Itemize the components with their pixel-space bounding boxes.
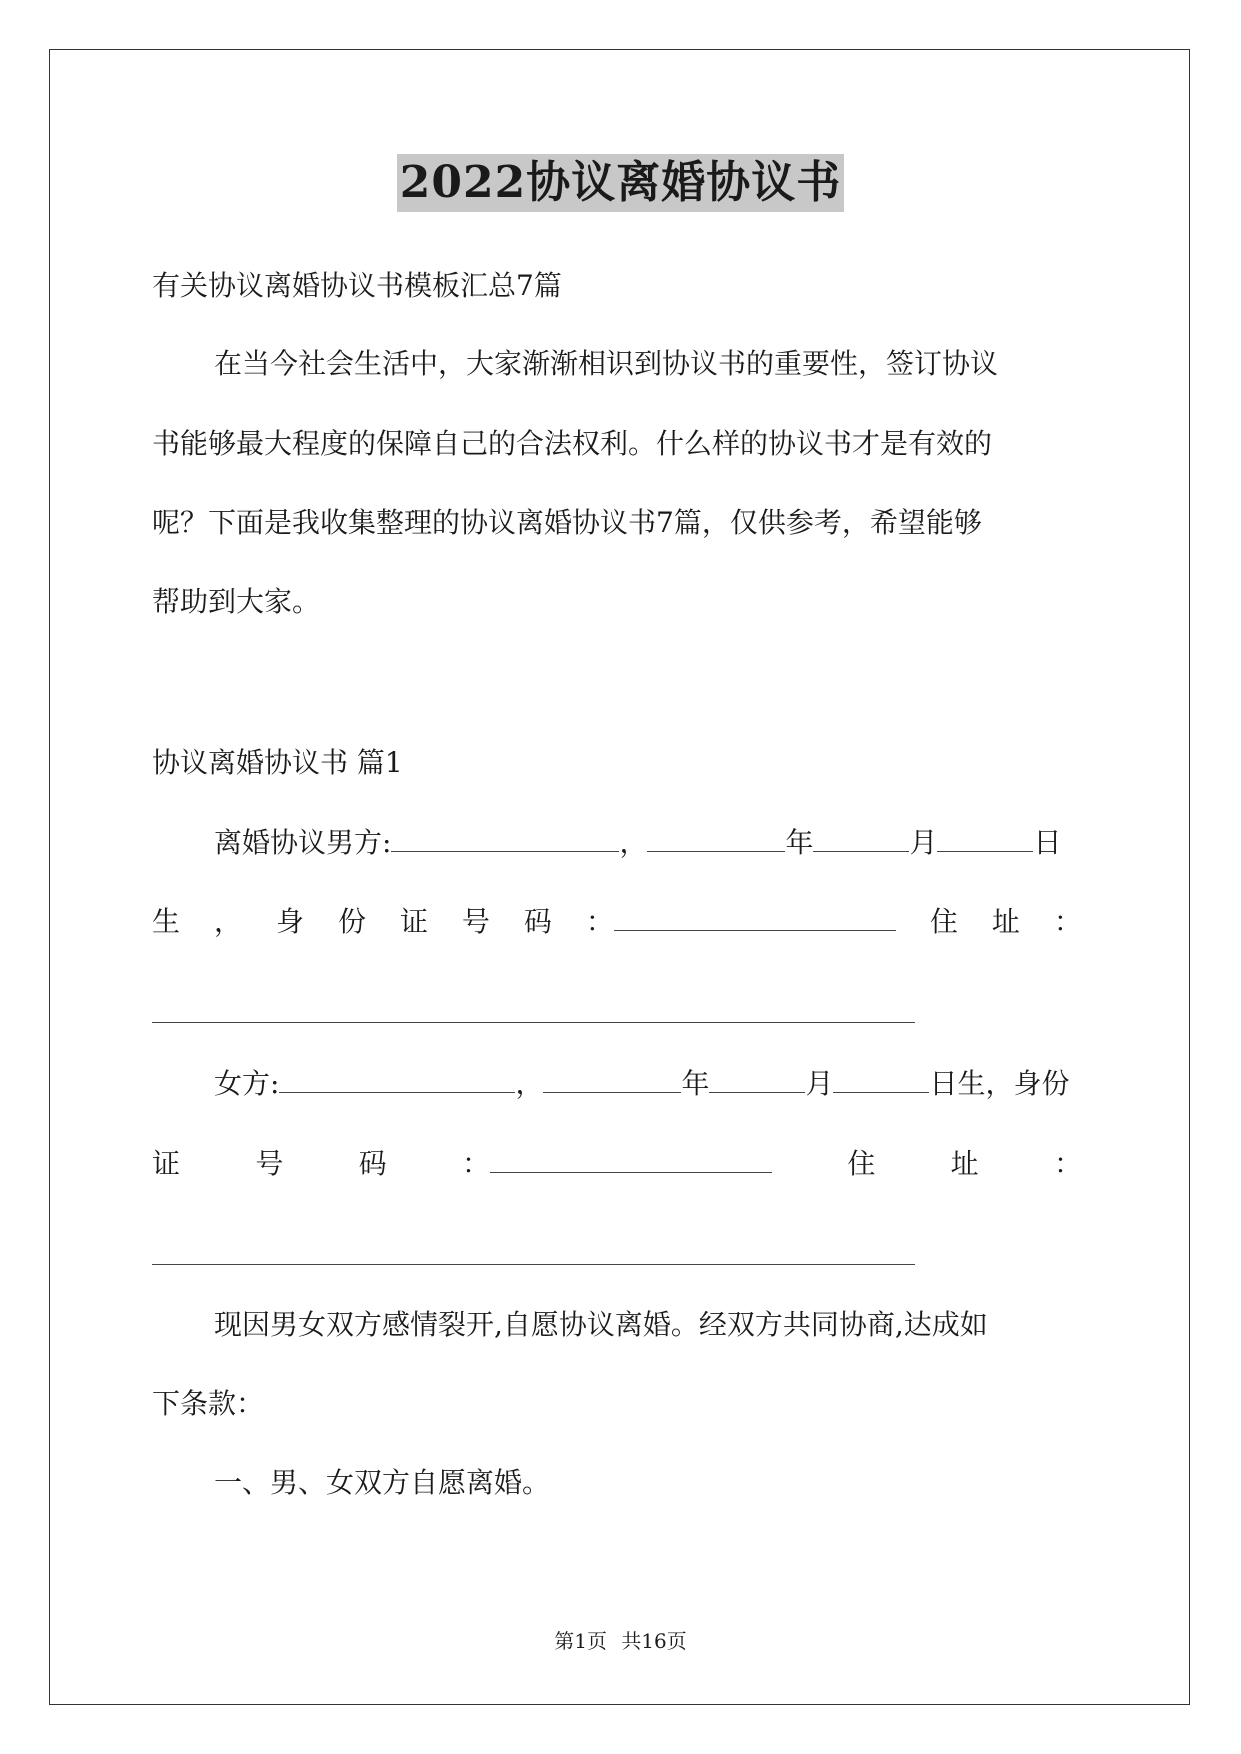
subtitle: 有关协议离婚协议书模板汇总7篇 [152, 269, 562, 302]
woman-month-blank[interactable] [709, 1066, 805, 1093]
man-id-blank[interactable] [614, 904, 896, 931]
clause-1: 一、男、女双方自愿离婚。 [214, 1466, 551, 1499]
man-l2-zheng: 证 [399, 905, 428, 938]
woman-l2-zhu: 住 [847, 1147, 876, 1180]
woman-comma: ， [515, 1067, 544, 1100]
woman-l2-zheng: 证 [152, 1147, 181, 1180]
man-month-blank[interactable] [813, 825, 909, 852]
man-l2-fen: 份 [337, 905, 366, 938]
woman-address-blank[interactable] [152, 1264, 915, 1265]
document-title: 2022协议离婚协议书 [397, 154, 844, 212]
body-line-1: 现因男女双方感情裂开,自愿协议离婚。经双方共同协商,达成如 [214, 1308, 988, 1341]
intro-line-2: 书能够最大程度的保障自己的合法权利。什么样的协议书才是有效的 [152, 427, 993, 460]
body-line-2: 下条款： [152, 1387, 265, 1420]
woman-id-blank[interactable] [490, 1146, 772, 1173]
man-l2-shen: 身 [275, 905, 304, 938]
intro-line-4: 帮助到大家。 [152, 585, 321, 618]
woman-l2-zhi: 址 [950, 1147, 979, 1180]
page-footer [0, 1625, 1241, 1654]
woman-info-line [214, 1064, 1070, 1104]
woman-year-label: 年 [681, 1067, 710, 1100]
intro-line-1: 在当今社会生活中，大家渐渐相识到协议书的重要性，签订协议 [214, 347, 999, 380]
woman-day-tail: 日生，身份 [929, 1067, 1070, 1100]
man-l2-zhu: 住 [929, 905, 958, 938]
woman-label: 女方: [214, 1067, 280, 1100]
woman-month-label: 月 [805, 1067, 834, 1100]
man-day-blank[interactable] [937, 825, 1033, 852]
man-name-blank[interactable] [391, 825, 619, 852]
woman-year-blank[interactable] [543, 1066, 681, 1093]
woman-l2-hao: 号 [255, 1147, 284, 1180]
man-comma: ， [619, 826, 648, 859]
title-container [0, 154, 1241, 212]
man-l2-comma: ， [213, 905, 242, 938]
woman-l2-colon2: ： [1053, 1147, 1082, 1180]
man-year-blank[interactable] [647, 825, 785, 852]
section-heading: 协议离婚协议书 篇1 [152, 746, 403, 779]
man-info-line [214, 823, 1062, 863]
woman-day-blank[interactable] [833, 1066, 929, 1093]
intro-line-3: 呢？下面是我收集整理的协议离婚协议书7篇，仅供参考，希望能够 [152, 506, 982, 539]
man-id-line [152, 902, 1082, 942]
page-number: 第1页 [554, 1629, 607, 1653]
woman-l2-ma: 码 [358, 1147, 387, 1180]
man-day-label: 日 [1033, 826, 1062, 859]
man-label: 离婚协议男方: [214, 826, 392, 859]
man-address-blank[interactable] [152, 1022, 915, 1023]
man-l2-hao: 号 [461, 905, 490, 938]
man-year-label: 年 [785, 826, 814, 859]
woman-name-blank[interactable] [279, 1066, 515, 1093]
woman-l2-colon: ： [461, 1147, 490, 1180]
man-l2-ma: 码 [523, 905, 552, 938]
man-l2-colon2: ： [1053, 905, 1082, 938]
man-l2-zhi: 址 [991, 905, 1020, 938]
man-l2-sheng: 生 [152, 905, 181, 938]
page-total: 共16页 [621, 1629, 687, 1653]
man-l2-colon: ： [585, 905, 614, 938]
woman-id-line [152, 1144, 1082, 1184]
man-month-label: 月 [909, 826, 938, 859]
